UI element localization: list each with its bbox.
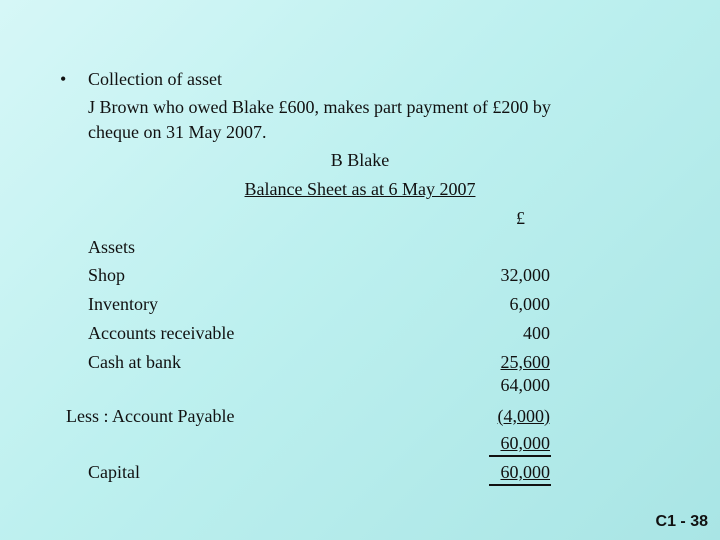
double-rule-top (489, 455, 551, 457)
intro-line-1: J Brown who owed Blake £600, makes part payment of £200 by (88, 97, 551, 117)
total-assets-amount: 64,000 (500, 375, 550, 395)
double-rule-bottom (489, 484, 551, 486)
currency-symbol: £ (516, 208, 525, 228)
row-amount-shop: 32,000 (500, 265, 550, 285)
company-name: B Blake (330, 150, 390, 170)
intro-line-2: cheque on 31 May 2007. (88, 122, 267, 142)
less-payable-label: Less : Account Payable (66, 406, 235, 426)
row-amount-cash: 25,600 (500, 352, 550, 372)
row-label-receivable: Accounts receivable (88, 323, 235, 343)
row-amount-receivable: 400 (523, 323, 550, 343)
row-label-shop: Shop (88, 265, 126, 285)
capital-label: Capital (88, 462, 140, 482)
slide-number: C1 - 38 (655, 513, 708, 530)
row-label-inventory: Inventory (88, 294, 158, 314)
row-label-cash: Cash at bank (88, 352, 181, 372)
balance-sheet-title: Balance Sheet as at 6 May 2007 (244, 179, 476, 199)
net-assets-amount: 60,000 (500, 433, 550, 453)
assets-heading: Assets (88, 237, 136, 257)
intro-heading: Collection of asset (88, 69, 222, 89)
row-amount-inventory: 6,000 (509, 294, 550, 314)
bullet-marker: • (60, 69, 67, 89)
capital-amount: 60,000 (500, 462, 550, 482)
less-payable-amount: (4,000) (497, 406, 550, 426)
